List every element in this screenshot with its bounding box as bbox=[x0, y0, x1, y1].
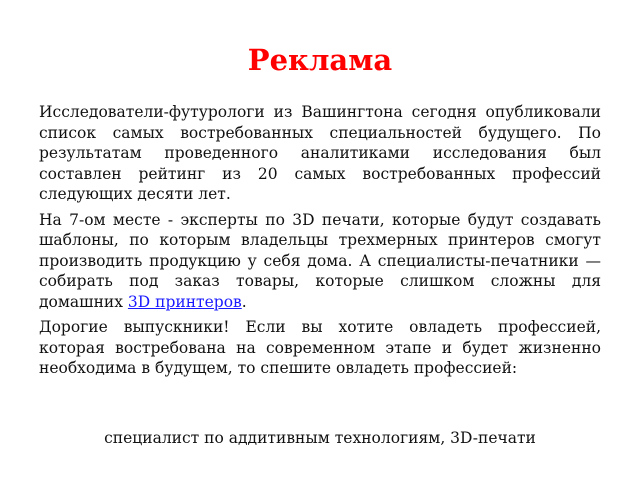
paragraph-graduates: Дорогие выпускники! Если вы хотите овладеть профессией, которая востребована на современном этапе и будет жизненно необходима в будущем, то спешите овладеть профессией: bbox=[39, 318, 601, 377]
paragraph-3d-experts-text: На 7-ом месте - эксперты по 3D печати, которые будут создавать шаблоны, по которым владельцы трехмерных принтеров смогут производить продукцию у себя дома. А специалисты-печатники — собирать под заказ товары, которые слишком сложны для домашних bbox=[39, 210, 601, 311]
slide-body bbox=[39, 102, 601, 384]
paragraph-intro: Исследователи-футурологи из Вашингтона сегодня опубликовали список самых востребованных специальностей будущего. По результатам проведенного аналитиками исследования был составлен рейтинг из 20 самых востребованных профессий следующих десяти лет. bbox=[39, 103, 601, 203]
slide-title: Реклама bbox=[247, 43, 393, 77]
paragraph-3d-experts-end: . bbox=[241, 292, 247, 311]
paragraph-3d-experts bbox=[39, 210, 601, 313]
specialty-name: специалист по аддитивным технологиям, 3D-печати bbox=[104, 429, 536, 447]
3d-printers-link[interactable]: 3D принтеров bbox=[127, 292, 242, 311]
